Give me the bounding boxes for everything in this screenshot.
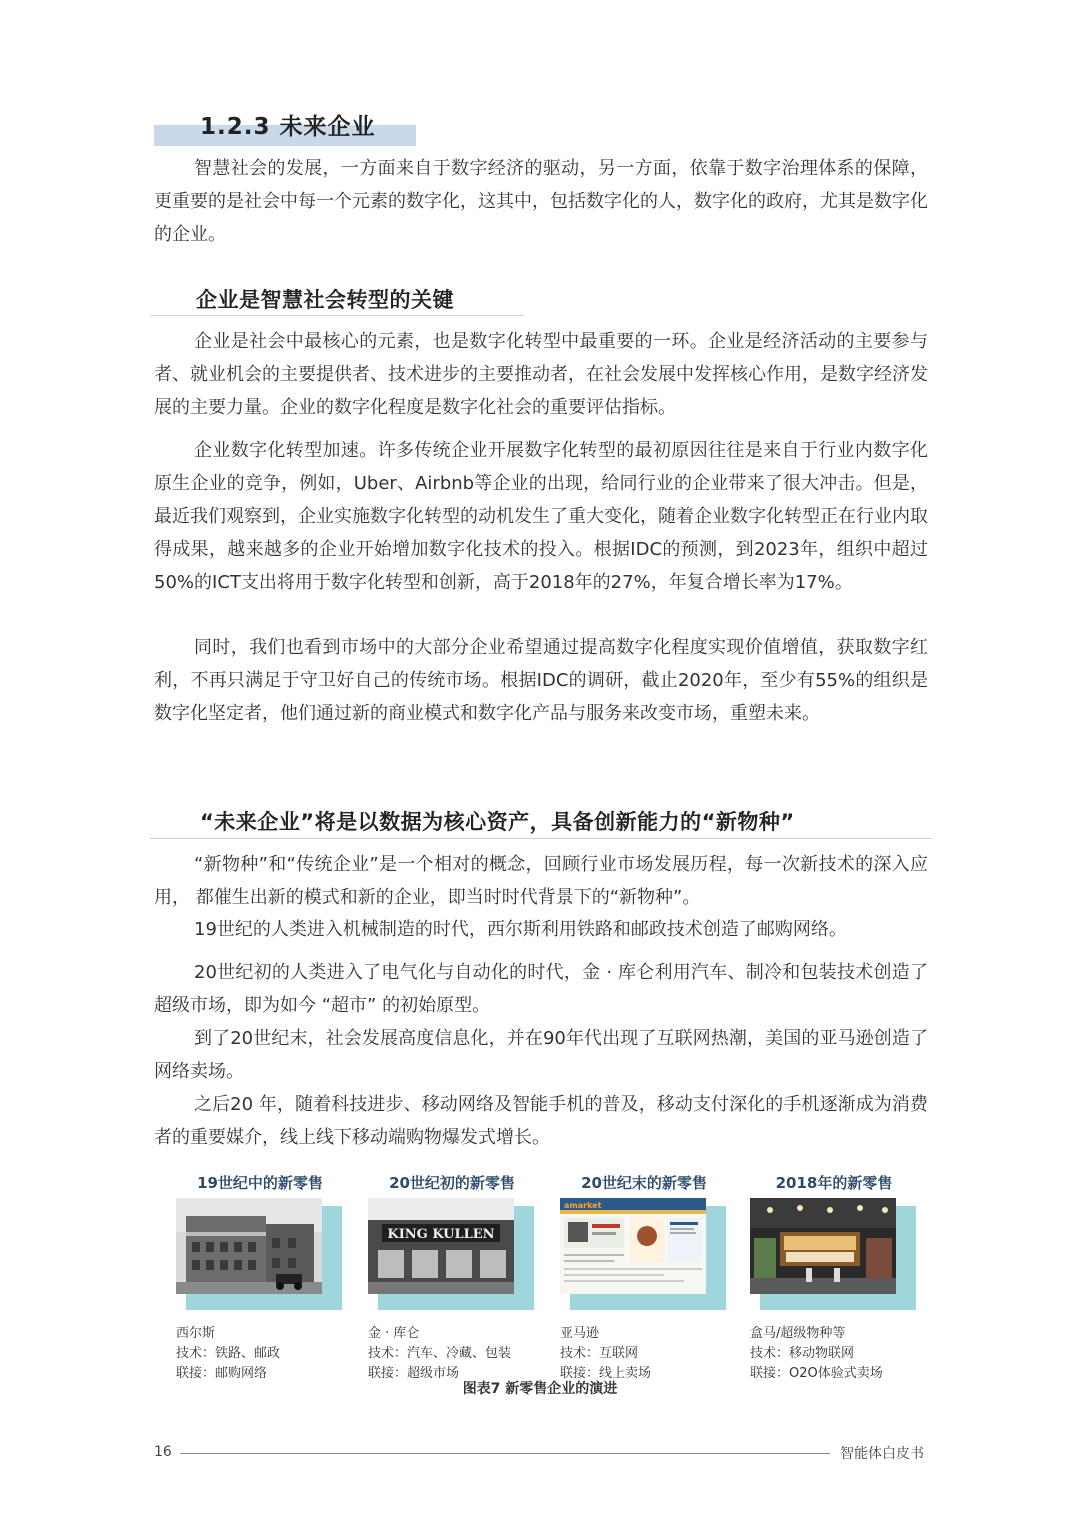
figure-item-company: 金 · 库仑 [368,1326,420,1341]
figure-photo-frame [560,1198,728,1310]
figure-item-tech: 技术：互联网 [560,1346,639,1361]
figure-item-sears [176,1172,344,1384]
paragraph-20th-early: 20世纪初的人类进入了电气化与自动化的时代，金 · 库仑利用汽车、制冷和包装技术创造了超级市场，即为如今 “超市” 的初始原型。 [154,962,928,1016]
figure-item-hema [750,1172,918,1384]
paragraph-digital-dividend: 同时，我们也看到市场中的大部分企业希望通过提高数字化程度实现价值增值，获取数字红利，不再只满足于守卫好自己的传统市场。根据IDC的调研，截止2020年，至少有55%的组织是数字化坚定者，他们通过新的商业模式和数字化产品与服务来改变市场，重塑未来。 [154,637,928,724]
figure-item-company: 盒马/超级物种等 [750,1326,846,1341]
figure-item-tech: 技术：汽车、冷藏、包装 [368,1346,512,1361]
figure-photo-frame [368,1198,536,1310]
figure-item-link: 联接：O2O体验式卖场 [750,1366,883,1381]
paragraph-transformation: 企业数字化转型加速。许多传统企业开展数字化转型的最初原因往往是来自于行业内数字化原生企业的竞争，例如，Uber、Airbnb等企业的出现，给同行业的企业带来了很大冲击。但是，最近我们观察到，企业实施数字化转型的动机发生了重大变化，随着企业数字化转型正在行业内取得成果，越来越多的企业开始增加数字化技术的投入。根据IDC的预测，到2023年，组织中超过50%的ICT支出将用于数字化转型和创新，高于2018年的27%，年复合增长率为17%。 [154,440,928,593]
figure-photo-frame [176,1198,344,1310]
page-number: 16 [154,1444,172,1460]
store-sign-text: KING KULLEN [387,1227,495,1242]
figure-item-tech: 技术：铁路、邮政 [176,1346,281,1361]
figure-item-link: 联接：线上卖场 [560,1366,652,1381]
figure-item-title: 20世纪初的新零售 [389,1174,515,1192]
subsection-2-underline [150,838,932,839]
figure-caption: 图表7 新零售企业的演进 [462,1381,618,1397]
figure-item-company: 西尔斯 [176,1326,216,1341]
king-kullen-store-photo [368,1198,514,1294]
footer-book-title: 智能体白皮书 [840,1446,924,1462]
figure-item-amazon [560,1172,728,1384]
figure-item-details [176,1324,344,1384]
sears-building-photo [176,1198,322,1294]
section-title: 1.2.3 未来企业 [200,114,376,140]
web-logo-text: amarket [564,1201,602,1210]
figure-item-king-kullen [368,1172,536,1384]
subsection-1-title: 企业是智慧社会转型的关键 [196,288,454,312]
paragraph-mobile-era: 之后20 年，随着科技进步、移动网络及智能手机的普及，移动支付深化的手机逐渐成为消费者的重要媒介，线上线下移动端购物爆发式增长。 [154,1094,928,1148]
paragraph-19th-century: 19世纪的人类进入机械制造的时代，西尔斯利用铁路和邮政技术创造了邮购网络。 [194,919,847,940]
figure-item-link: 联接：超级市场 [368,1366,460,1381]
hema-store-photo [750,1198,896,1294]
paragraph-20th-late: 到了20世纪末，社会发展高度信息化，并在90年代出现了互联网热潮，美国的亚马逊创造了网络卖场。 [154,1028,928,1082]
figure-item-title: 19世纪中的新零售 [197,1174,323,1192]
amazon-webpage-screenshot [560,1198,706,1294]
paragraph-enterprise-core: 企业是社会中最核心的元素，也是数字化转型中最重要的一环。企业是经济活动的主要参与者、就业机会的主要提供者、技术进步的主要推动者，在社会发展中发挥核心作用，是数字经济发展的主要力量。企业的数字化程度是数字化社会的重要评估指标。 [154,331,928,418]
figure-item-details [750,1324,918,1384]
figure-photo-frame [750,1198,918,1310]
section-heading [154,104,416,146]
figure-item-company: 亚马逊 [560,1326,600,1341]
figure-item-link: 联接：邮购网络 [176,1366,268,1381]
paragraph-new-species: “新物种”和“传统企业”是一个相对的概念，回顾行业市场发展历程，每一次新技术的深入应用， 都催生出新的模式和新的企业，即当时时代背景下的“新物种”。 [154,854,928,908]
figure-item-details [368,1324,536,1384]
figure-item-details [560,1324,728,1384]
subsection-2-title: “未来企业”将是以数据为核心资产，具备创新能力的“新物种” [200,810,795,834]
intro-paragraph: 智慧社会的发展，一方面来自于数字经济的驱动，另一方面，依靠于数字治理体系的保障，更重要的是社会中每一个元素的数字化，这其中，包括数字化的人，数字化的政府，尤其是数字化的企业。 [154,158,928,245]
subsection-1-underline [150,315,524,316]
figure-item-tech: 技术：移动物联网 [750,1346,855,1361]
figure-item-title: 20世纪末的新零售 [581,1174,707,1192]
figure-item-title: 2018年的新零售 [775,1174,893,1192]
footer-divider [180,1453,830,1454]
